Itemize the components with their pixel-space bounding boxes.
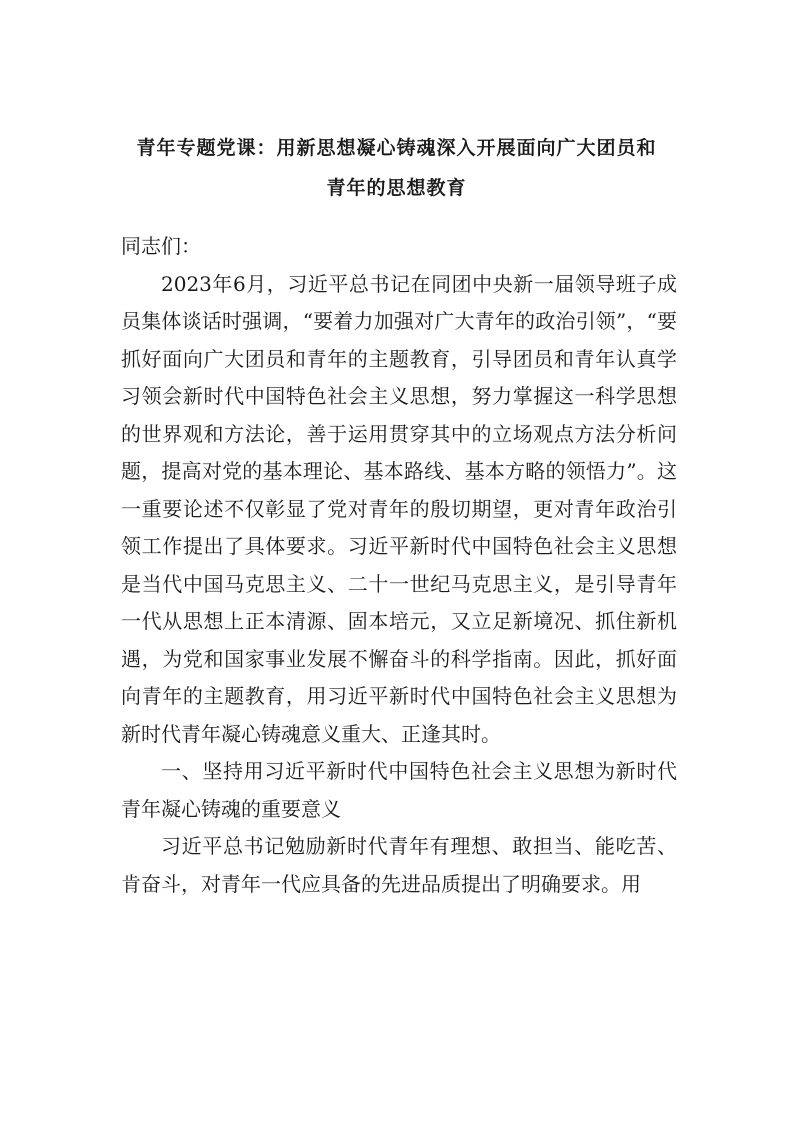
document-body <box>121 228 677 903</box>
document-title <box>100 128 693 208</box>
title-line-1: 青年专题党课：用新思想凝心铸魂深入开展面向广大团员和 <box>136 137 657 159</box>
paragraph-intro: 2023年6月，习近平总书记在同团中央新一届领导班子成员集体谈话时强调，“要着力加强对广大青年的政治引领”，“要抓好面向广大团员和青年的主题教育，引导团员和青年认真学习领会新时代中国特色社会主义思想，努力掌握这一科学思想的世界观和方法论，善于运用贯穿其中的立场观点方法分析问题，提高对党的基本理论、基本路线、基本方略的领悟力”。这一重要论述不仅彰显了党对青年的殷切期望，更对青年政治引领工作提出了具体要求。习近平新时代中国特色社会主义思想是当代中国马克思主义、二十一世纪马克思主义，是引导青年一代从思想上正本清源、固本培元，又立足新境况、抓住新机遇，为党和国家事业发展不懈奋斗的科学指南。因此，抓好面向青年的主题教育，用习近平新时代中国特色社会主义思想为新时代青年凝心铸魂意义重大、正逢其时。 <box>121 271 677 746</box>
title-line-2: 青年的思想教育 <box>326 177 467 199</box>
paragraph-section-1: 习近平总书记勉励新时代青年有理想、敢担当、能吃苦、肯奋斗，对青年一代应具备的先进品质提出了明确要求。用 <box>121 834 677 896</box>
salutation: 同志们： <box>121 234 201 258</box>
section-heading-1: 一、坚持用习近平新时代中国特色社会主义思想为新时代青年凝心铸魂的重要意义 <box>121 759 677 821</box>
